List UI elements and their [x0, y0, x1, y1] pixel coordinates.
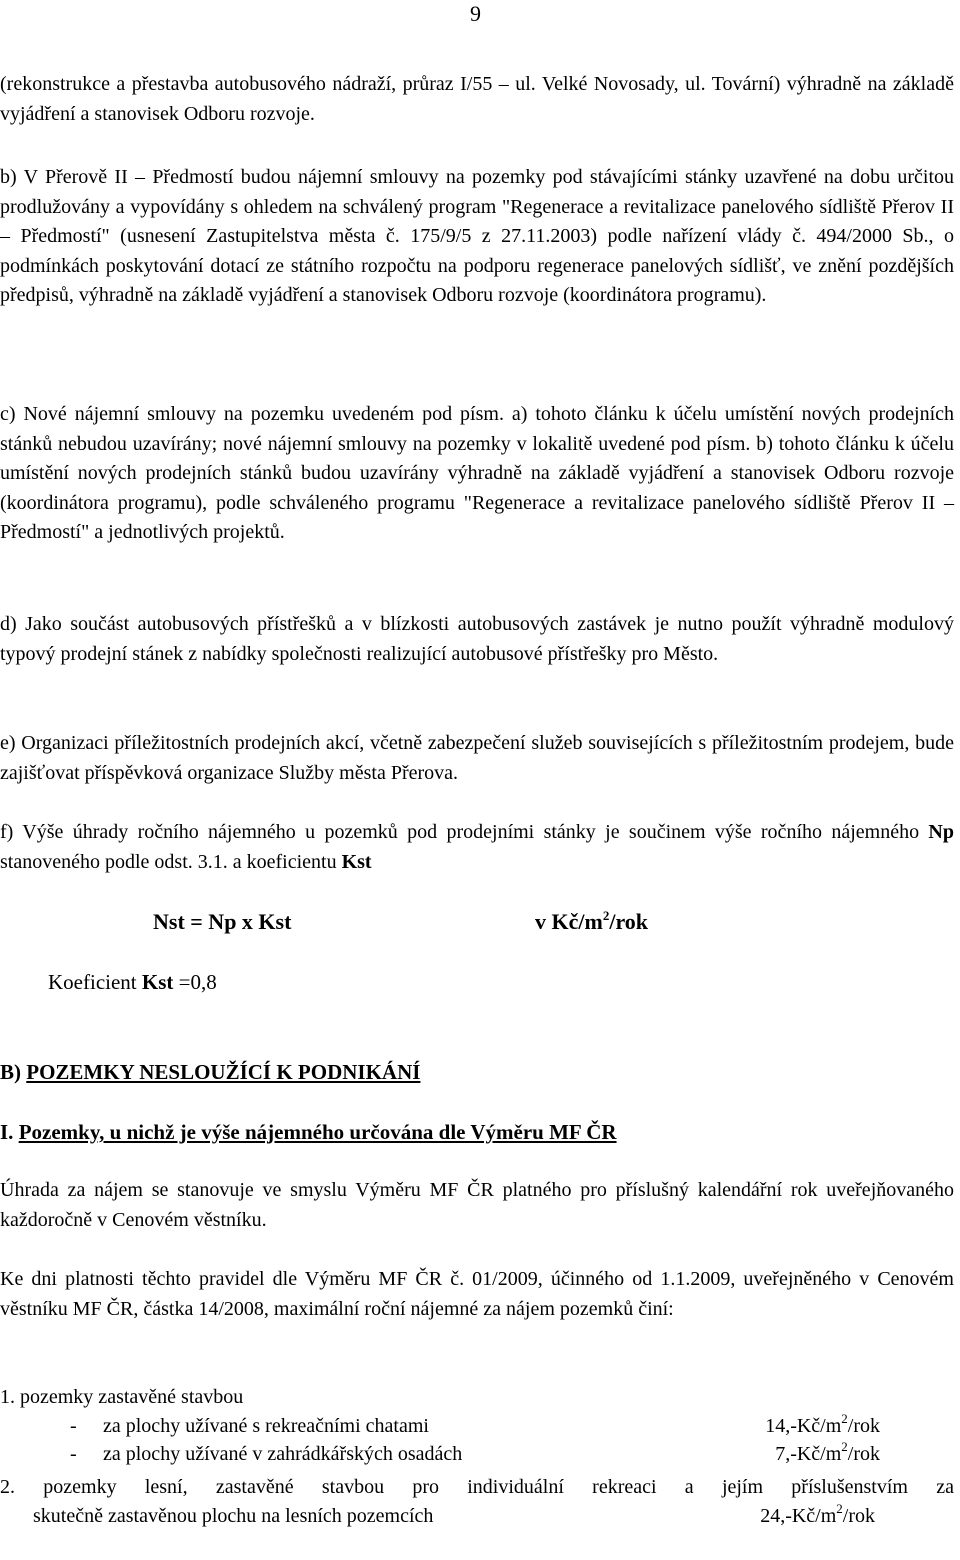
list-item-price: $14,-Kč/m^2$/rok [765, 1410, 880, 1437]
section-b-title: POZEMKY NESLOUŽÍCÍ K PODNIKÁNÍ [26, 1060, 421, 1084]
formula-unit-sup: 2 [602, 907, 610, 923]
list-2 [0, 1473, 954, 1530]
coefficient [48, 968, 217, 996]
paragraph-ke-dni: Ke dni platnosti těchto pravidel dle Výměru MF ČR č. 01/2009, účinného od 1.1.2009, uveřejněného v Cenovém věstníku MF ČR, částka 14/2008, maximální roční nájemné za nájem pozemků činí: [0, 1268, 954, 1320]
list-1 [0, 1383, 954, 1469]
list-item-dash: - [70, 1443, 77, 1465]
page-number: 9 [470, 1, 481, 26]
list-item-price: $7,-Kč/m^2$/rok [775, 1439, 880, 1465]
paragraph-intro: (rekonstrukce a přestavba autobusového nádraží, průraz I/55 – ul. Velké Novosady, ul. Tovární) výhradně na základě vyjádření a stanovisek Odboru rozvoje. [0, 73, 954, 125]
paragraph-b: b) V Přerově II – Předmostí budou nájemní smlouvy na pozemky pod stávajícími stánky uzavřené na dobu určitou prodlužovány a vypovídány s ohledem na schválený program "Regenerace a revitalizace panelového sídliště Přerov II – Předmostí" (usnesení Zastupitelstva města č. 175/9/5 z 27.11.2003) podle nařízení vlády č. 494/2000 Sb., o podmínkách poskytování dotací ze státního rozpočtu na podporu regenerace panelových sídlišť, ve znění pozdějších předpisů, výhradně na základě vyjádření a stanovisek Odboru rozvoje (koordinátora programu). [0, 166, 954, 306]
list-item [0, 1440, 954, 1469]
paragraph-d: d) Jako součást autobusových přístřešků a v blízkosti autobusových zastávek je nutno použít výhradně modulový typový prodejní stánek z nabídky společnosti realizující autobusové přístřešky pro Město. [0, 613, 954, 665]
paragraph-uhrada: Úhrada za nájem se stanovuje ve smyslu Výměru MF ČR platného pro příslušný kalendářní rok uveřejňovaného každoročně v Cenovém věstníku. [0, 1179, 954, 1231]
paragraph-f-part2: stanoveného podle odst. 3.1. a koeficientu [0, 850, 342, 873]
coefficient-label: Koeficient [48, 970, 142, 994]
paragraph-f [0, 818, 954, 877]
section-i-title: Pozemky, u nichž je výše nájemného určována dle Výměru MF ČR [18, 1120, 617, 1144]
formula-unit [535, 908, 648, 936]
section-i-prefix: I. [0, 1120, 19, 1144]
list-1-title: 1. pozemky zastavěné stavbou [0, 1386, 244, 1408]
list-2-line2 [0, 1502, 954, 1531]
list-2-price: $24,-Kč/m^2$/rok [760, 1500, 875, 1527]
np-symbol: Np [928, 821, 954, 843]
paragraph-f-part1: f) Výše úhrady ročního nájemného u pozemků pod prodejními stánky je součinem výše ročního nájemného [0, 821, 929, 843]
formula-unit-prefix: v Kč/m [535, 909, 603, 934]
list-2-desc: skutečně zastavěnou plochu na lesních pozemcích [33, 1504, 434, 1527]
section-b-prefix: B) [0, 1060, 27, 1084]
formula-unit-suffix: /rok [609, 909, 649, 934]
paragraph-e: e) Organizaci příležitostních prodejních akcí, včetně zabezpečení služeb souvisejících s příležitostním prodejem, bude zajišťovat příspěvková organizace Služby města Přerova. [0, 732, 954, 784]
list-item-desc: za plochy užívané s rekreačními chatami [103, 1414, 429, 1437]
list-2-line1: 2. pozemky lesní, zastavěné stavbou pro individuální rekreaci a jejím příslušenstvím za [0, 1476, 954, 1498]
coefficient-symbol: Kst [141, 970, 174, 994]
section-b-heading [0, 1058, 420, 1086]
formula: Nst = Np x Kst [153, 909, 292, 934]
coefficient-value: =0,8 [173, 970, 217, 994]
list-item [0, 1412, 954, 1441]
paragraph-c: c) Nové nájemní smlouvy na pozemku uvedeném pod písm. a) tohoto článku k účelu umístění nových prodejních stánků nebudou uzavírány; nové nájemní smlouvy na pozemky v lokalitě uvedené pod písm. b) tohoto článku k účelu umístění nových prodejních stánků budou uzavírány výhradně na základě vyjádření a stanovisek Odboru rozvoje (koordinátora programu), podle schváleného programu "Regenerace a revitalizace panelového sídliště Přerov II – Předmostí" a jednotlivých projektů. [0, 403, 954, 543]
section-i-heading [0, 1118, 617, 1146]
list-item-desc: za plochy užívané v zahrádkářských osadách [103, 1443, 463, 1465]
list-item-dash: - [70, 1414, 77, 1437]
kst-symbol: Kst [341, 850, 372, 873]
